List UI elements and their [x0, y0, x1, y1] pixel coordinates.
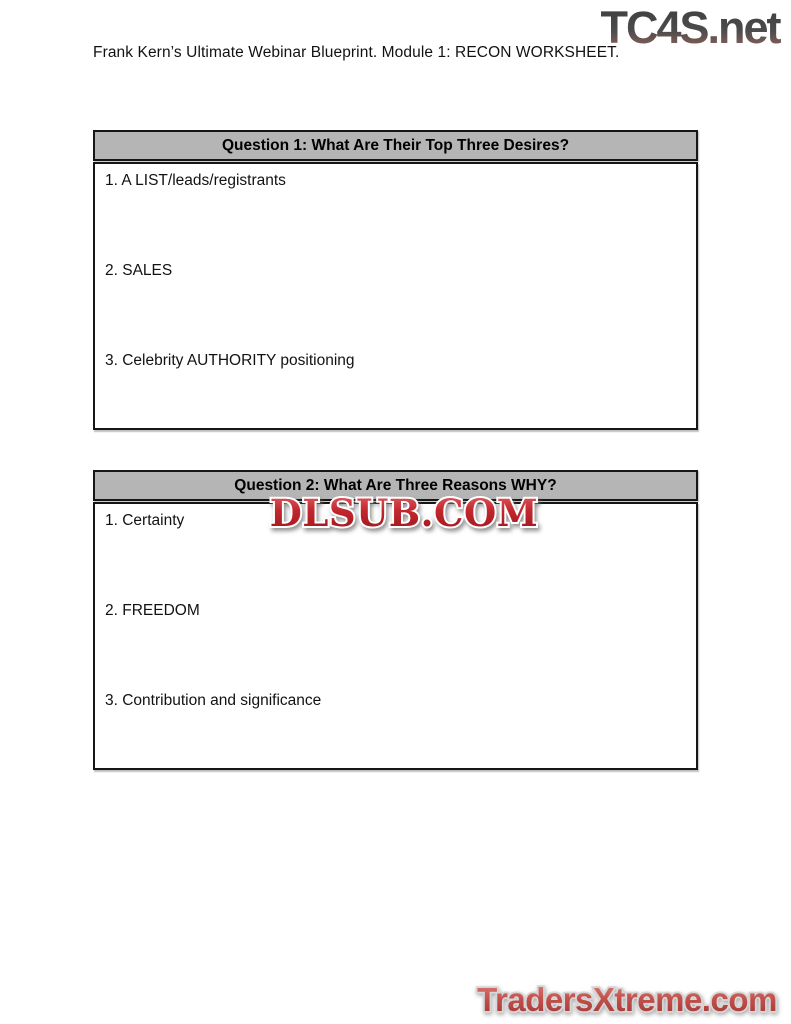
question-2-body: [93, 502, 698, 770]
dlsub-watermark-text: DLSUB.COM: [269, 491, 539, 535]
tc4s-logo-text: TC4S.net: [600, 2, 780, 53]
question-1-header: [93, 130, 698, 161]
answer-item: 1. Certainty: [105, 512, 185, 529]
document-title: Frank Kern’s Ultimate Webinar Blueprint. Module 1: RECON WORKSHEET.: [93, 44, 620, 61]
question-1-table: [93, 130, 698, 430]
question-1-title: Question 1: What Are Their Top Three Desires?: [221, 136, 570, 154]
tc4s-logo: [592, 0, 788, 56]
question-1-body: [93, 162, 698, 430]
answer-item: 2. FREEDOM: [105, 602, 200, 619]
answer-item: 3. Celebrity AUTHORITY positioning: [105, 352, 355, 369]
tradersxtreme-logo-text: TradersXtreme.com: [477, 981, 777, 1018]
answer-item: 2. SALES: [105, 262, 173, 279]
answer-item: 3. Contribution and significance: [105, 692, 322, 709]
question-2-title: Question 2: What Are Three Reasons WHY?: [234, 476, 557, 494]
tradersxtreme-logo: [470, 979, 785, 1023]
answer-item: 1. A LIST/leads/registrants: [105, 172, 286, 189]
dlsub-watermark: [258, 489, 550, 539]
